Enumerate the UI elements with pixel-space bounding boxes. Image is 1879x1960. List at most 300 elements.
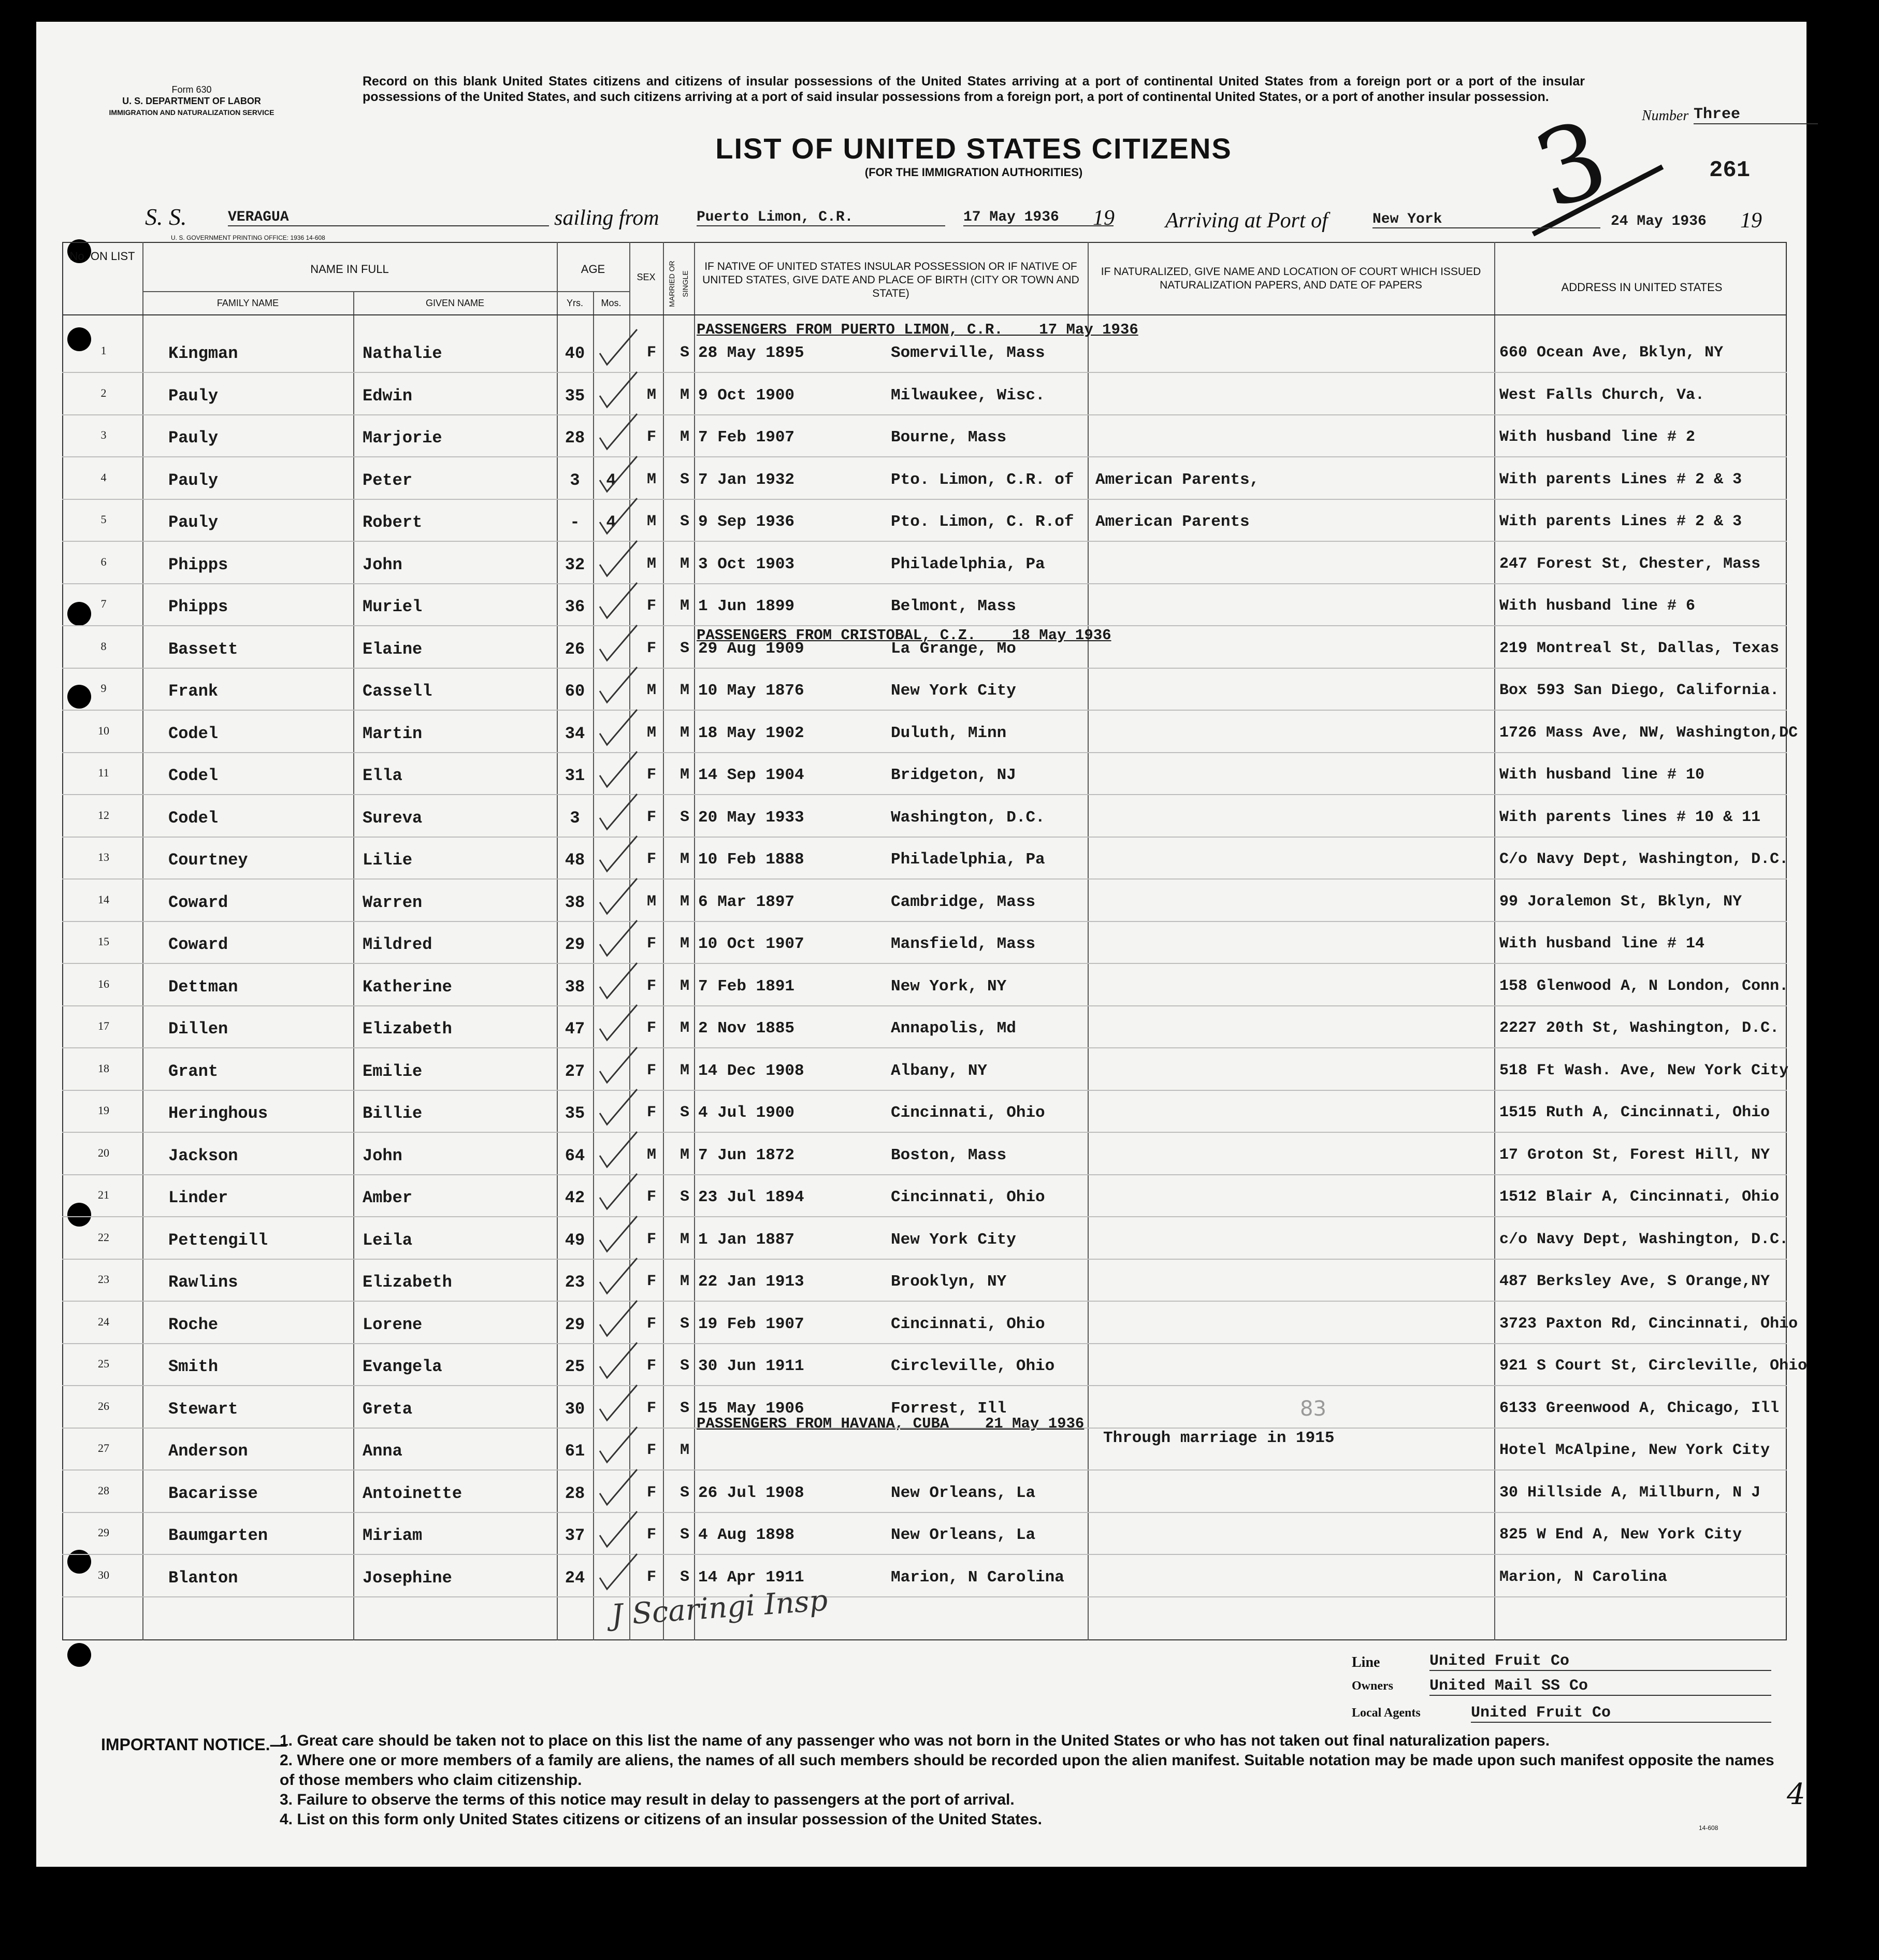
row-rule (62, 1216, 1787, 1217)
ship-name: VERAGUA (228, 209, 549, 226)
table-row (36, 924, 1806, 965)
header-yrs: Yrs. (566, 298, 583, 308)
age-years: 47 (565, 1019, 585, 1039)
sex: F (646, 1526, 657, 1544)
page-number: 261 (1709, 157, 1751, 183)
birth-date: 4 Jul 1900 (698, 1104, 795, 1122)
naturalization: American Parents (1095, 513, 1250, 531)
header-naturalized: IF NATURALIZED, GIVE NAME AND LOCATION OF COURT WHICH ISSUED NATURALIZATION PAPERS, AND DATE OF PAPERS (1101, 266, 1481, 291)
sex: F (646, 1315, 657, 1333)
birth-date: 10 Oct 1907 (698, 935, 804, 953)
arrival-date: 24 May 1936 (1611, 213, 1707, 229)
row-number: 16 (98, 977, 109, 990)
address: 518 Ft Wash. Ave, New York City (1499, 1061, 1789, 1079)
birth-place: Somerville, Mass (891, 344, 1045, 362)
sex: F (646, 1442, 657, 1459)
check-mark (596, 539, 642, 585)
age-years: 48 (565, 851, 585, 870)
service: IMMIGRATION AND NATURALIZATION SERVICE (109, 108, 274, 117)
row-number: 3 (100, 428, 107, 441)
table-row (36, 966, 1806, 1007)
birth-date: 9 Sep 1936 (698, 513, 795, 531)
given-name: Sureva (363, 808, 423, 828)
row-rule (62, 1090, 1787, 1091)
birth-place: Circleville, Ohio (891, 1357, 1055, 1375)
row-rule (62, 963, 1787, 964)
row-number: 18 (98, 1061, 109, 1075)
given-name: Amber (363, 1188, 413, 1207)
family-name: Pettengill (168, 1230, 268, 1250)
check-mark (596, 1045, 642, 1092)
birth-date: 1 Jan 1887 (698, 1230, 795, 1249)
family-name: Dettman (168, 977, 238, 997)
age-years: 34 (565, 724, 585, 743)
sex: F (646, 851, 657, 868)
table-row (36, 501, 1806, 543)
birth-place: Duluth, Minn (891, 724, 1007, 742)
table-row (36, 1177, 1806, 1218)
row-number: 14 (98, 892, 109, 906)
address: 99 Joralemon St, Bklyn, NY (1499, 892, 1742, 911)
birth-date: 10 May 1876 (698, 682, 804, 700)
check-mark (596, 581, 642, 627)
row-rule (62, 583, 1787, 584)
sex: F (646, 597, 657, 615)
given-name: John (363, 555, 402, 574)
family-name: Frank (168, 682, 219, 701)
birth-date: 2 Nov 1885 (698, 1019, 795, 1037)
handwritten-mark: 3 (1521, 97, 1622, 233)
address: 30 Hillside A, Millburn, N J (1499, 1483, 1761, 1502)
age-years: 23 (565, 1273, 585, 1292)
row-rule (62, 499, 1787, 500)
sex: M (646, 470, 657, 488)
table-row (36, 755, 1806, 796)
family-name: Baumgarten (168, 1526, 268, 1545)
birth-date: 14 Apr 1911 (698, 1568, 804, 1587)
table-row (36, 1515, 1806, 1556)
marital-status: M (680, 1230, 690, 1248)
row-number: 27 (98, 1442, 109, 1454)
check-mark (596, 1172, 642, 1218)
row-number: 15 (98, 935, 109, 948)
birth-date: 7 Feb 1907 (698, 428, 795, 446)
table-row (36, 839, 1806, 881)
sex: F (646, 1019, 657, 1037)
birth-date: 18 May 1902 (698, 724, 804, 742)
row-rule (62, 1596, 1787, 1597)
row-rule (62, 1132, 1787, 1133)
table-row (36, 1092, 1806, 1134)
check-mark (596, 750, 642, 796)
marital-status: M (680, 555, 690, 573)
birth-date: 6 Mar 1897 (698, 892, 795, 911)
table-row (36, 1304, 1806, 1345)
birth-place: New York City (891, 1230, 1016, 1249)
address: 487 Berksley Ave, S Orange,NY (1499, 1273, 1770, 1290)
row-rule (62, 414, 1787, 415)
address: 247 Forest St, Chester, Mass (1499, 555, 1761, 573)
birth-date: 19 Feb 1907 (698, 1315, 804, 1333)
family-name: Jackson (168, 1146, 238, 1165)
marital-status: M (680, 1061, 690, 1079)
given-name: Mildred (363, 935, 432, 954)
age-years: 35 (565, 386, 585, 406)
row-number: 5 (100, 513, 107, 526)
agency-block (98, 84, 285, 118)
list-number: Three (1694, 106, 1818, 124)
marital-status: S (680, 1568, 690, 1586)
family-name: Courtney (168, 851, 248, 870)
address: c/o Navy Dept, Washington, D.C. (1499, 1230, 1789, 1248)
birth-date: 4 Aug 1898 (698, 1526, 795, 1544)
row-rule (62, 1005, 1787, 1006)
address: With husband line # 10 (1499, 766, 1705, 784)
check-mark (596, 623, 642, 670)
arriving-label: Arriving at Port of (1165, 209, 1328, 233)
agents-value: United Fruit Co (1471, 1704, 1771, 1723)
check-mark (596, 876, 642, 923)
given-name: Elizabeth (363, 1273, 452, 1292)
table-row (36, 459, 1806, 501)
given-name: Lilie (363, 851, 413, 870)
header-family-name: FAMILY NAME (216, 298, 279, 308)
given-name: Miriam (363, 1526, 423, 1545)
marital-status: M (680, 386, 690, 404)
birth-place: New Orleans, La (891, 1526, 1036, 1544)
birth-date: 28 May 1895 (698, 344, 804, 362)
age-years: - (570, 513, 580, 532)
instructions: Record on this blank United States citizens and citizens of insular possessions of the United States arriving at a port of continental United States from a foreign port or a port of the insular possessions of the United States, and such citizens arriving at a port of said insular possessions from a foreign port, a port of continental United States, or a port of another insular possession. (363, 74, 1585, 104)
sex: F (646, 808, 657, 826)
birth-date: 9 Oct 1900 (698, 386, 795, 405)
family-name: Stewart (168, 1399, 238, 1419)
naturalization: American Parents, (1095, 470, 1260, 489)
printing-office: U. S. GOVERNMENT PRINTING OFFICE: 1936 14-608 (171, 234, 325, 241)
given-name: Greta (363, 1399, 413, 1419)
corner-number: 4 (1787, 1778, 1805, 1811)
row-number: 9 (100, 682, 107, 695)
given-name: Billie (363, 1104, 423, 1123)
row-number: 22 (98, 1230, 109, 1244)
row-rule (62, 837, 1787, 838)
age-years: 29 (565, 1315, 585, 1334)
row-number: 6 (100, 555, 107, 568)
family-name: Pauly (168, 470, 219, 490)
address: With parents Lines # 2 & 3 (1499, 513, 1742, 530)
table-row (36, 1346, 1806, 1387)
line-label: Line (1352, 1654, 1380, 1670)
birth-place: Annapolis, Md (891, 1019, 1016, 1037)
check-mark (596, 1341, 642, 1387)
given-name: Peter (363, 470, 413, 490)
address: 1512 Blair A, Cincinnati, Ohio (1499, 1188, 1780, 1206)
age-months: 4 (606, 513, 616, 532)
row-number: 24 (98, 1315, 109, 1328)
check-mark (596, 327, 642, 374)
check-mark (596, 834, 642, 881)
row-number: 7 (100, 597, 107, 610)
given-name: Muriel (363, 597, 423, 616)
sex: F (646, 344, 657, 362)
table-row (36, 1473, 1806, 1514)
birth-date: 14 Sep 1904 (698, 766, 804, 784)
notice-item: 1. Great care should be taken not to place on this list the name of any passenger who was not born in the United States or who has not taken out final naturalization papers. (280, 1732, 1550, 1749)
table-row (36, 417, 1806, 458)
family-name: Heringhous (168, 1104, 268, 1123)
birth-place: Brooklyn, NY (891, 1273, 1007, 1291)
birth-place: Cambridge, Mass (891, 892, 1036, 911)
given-name: Edwin (363, 386, 413, 406)
age-years: 24 (565, 1568, 585, 1588)
row-number: 10 (98, 724, 109, 737)
header-no: No. ON LIST (69, 250, 135, 263)
check-mark (596, 1383, 642, 1430)
row-rule (62, 710, 1787, 711)
sex: F (646, 428, 657, 446)
marital-status: S (680, 1315, 690, 1333)
age-years: 40 (565, 344, 585, 363)
row-number: 29 (98, 1526, 109, 1539)
family-name: Codel (168, 724, 219, 743)
given-name: Elizabeth (363, 1019, 452, 1039)
inspector-signature: J Scaringi Insp (610, 1583, 829, 1633)
birth-date: 30 Jun 1911 (698, 1357, 804, 1375)
table-row (36, 1388, 1806, 1430)
check-mark (596, 665, 642, 712)
sex: F (646, 1061, 657, 1079)
family-name: Anderson (168, 1442, 248, 1461)
marital-status: S (680, 1104, 690, 1121)
marital-status: S (680, 808, 690, 826)
sex: M (646, 555, 657, 573)
marital-status: S (680, 639, 690, 657)
row-number: 23 (98, 1273, 109, 1286)
year-prefix: 19 (1093, 206, 1115, 230)
address: 2227 20th St, Washington, D.C. (1499, 1019, 1780, 1037)
given-name: Cassell (363, 682, 432, 701)
row-number: 17 (98, 1019, 109, 1032)
row-rule (62, 1259, 1787, 1260)
age-years: 25 (565, 1357, 585, 1376)
birth-place: Cincinnati, Ohio (891, 1188, 1045, 1206)
table-row (36, 1135, 1806, 1176)
age-years: 49 (565, 1230, 585, 1250)
table-row (36, 882, 1806, 923)
given-name: John (363, 1146, 402, 1165)
birth-date: 7 Feb 1891 (698, 977, 795, 996)
table-row (36, 797, 1806, 839)
family-name: Pauly (168, 386, 219, 406)
family-name: Blanton (168, 1568, 238, 1588)
sex: F (646, 1568, 657, 1586)
birth-place: New York City (891, 682, 1016, 700)
naturalization: Through marriage in 1915 (1103, 1429, 1335, 1447)
given-name: Antoinette (363, 1483, 462, 1503)
age-years: 38 (565, 977, 585, 997)
given-name: Warren (363, 892, 423, 912)
age-years: 38 (565, 892, 585, 912)
check-mark (596, 370, 642, 416)
sex: F (646, 766, 657, 784)
birth-date: 7 Jan 1932 (698, 470, 795, 489)
row-rule (62, 1554, 1787, 1555)
address: 1515 Ruth A, Cincinnati, Ohio (1499, 1104, 1770, 1121)
birth-place: Albany, NY (891, 1061, 988, 1080)
table-row (36, 1261, 1806, 1303)
marital-status: S (680, 1526, 690, 1544)
table-row (36, 1008, 1806, 1049)
sex: F (646, 1104, 657, 1121)
row-rule (62, 1301, 1787, 1302)
row-rule (62, 1385, 1787, 1386)
row-number: 21 (98, 1188, 109, 1201)
given-name: Anna (363, 1442, 402, 1461)
sex: F (646, 1483, 657, 1502)
check-mark (596, 1467, 642, 1514)
page-subtitle: (FOR THE IMMIGRATION AUTHORITIES) (864, 166, 1083, 179)
header-rule (142, 291, 629, 292)
given-name: Ella (363, 766, 402, 785)
birth-place: New York, NY (891, 977, 1007, 996)
header-address: ADDRESS IN UNITED STATES (1561, 281, 1723, 294)
check-mark (596, 412, 642, 458)
header-birth: IF NATIVE OF UNITED STATES INSULAR POSSESSION OR IF NATIVE OF UNITED STATES, GIVE DATE AND PLACE OF BIRTH (CITY OR TOWN AND STATE) (702, 261, 1079, 299)
address: 660 Ocean Ave, Bklyn, NY (1499, 344, 1724, 362)
birth-place: Bourne, Mass (891, 428, 1007, 446)
marital-status: S (680, 1357, 690, 1375)
marital-status: M (680, 428, 690, 446)
table-row (36, 1050, 1806, 1092)
address: 219 Montreal St, Dallas, Texas (1499, 639, 1780, 657)
address: 3723 Paxton Rd, Cincinnati, Ohio (1499, 1315, 1798, 1333)
row-rule (62, 1047, 1787, 1048)
family-name: Linder (168, 1188, 228, 1207)
owners-value: United Mail SS Co (1429, 1677, 1771, 1696)
punch-hole (67, 1643, 91, 1667)
sailing-date: 17 May 1936 (963, 209, 1114, 226)
section-header: PASSENGERS FROM CRISTOBAL, C.Z. 18 May 1936 (697, 627, 1111, 644)
family-name: Pauly (168, 428, 219, 448)
department: U. S. DEPARTMENT OF LABOR (122, 96, 261, 106)
birth-place: New Orleans, La (891, 1483, 1036, 1502)
family-name: Pauly (168, 513, 219, 532)
given-name: Lorene (363, 1315, 423, 1334)
address: Marion, N Carolina (1499, 1568, 1668, 1586)
given-name: Katherine (363, 977, 452, 997)
check-mark (596, 708, 642, 754)
check-mark (596, 792, 642, 839)
notice-title: IMPORTANT NOTICE.— (101, 1735, 287, 1754)
age-years: 28 (565, 428, 585, 448)
table-row (36, 1430, 1806, 1472)
notice-item: 4. List on this form only United States citizens or citizens of an insular possession of the United States. (280, 1811, 1042, 1828)
notice-item: 2. Where one or more members of a family are aliens, the names of all such members should be recorded upon the alien manifest. Suitable notation may be made upon such manifest opposite the names of those members who claim citizenship. (280, 1752, 1774, 1789)
family-name: Codel (168, 808, 219, 828)
row-number: 13 (98, 851, 109, 863)
marital-status: M (680, 851, 690, 868)
marital-status: M (680, 1273, 690, 1290)
header-mos: Mos. (601, 298, 621, 308)
marital-status: M (680, 1442, 690, 1459)
table-row (36, 333, 1806, 374)
marital-status: M (680, 892, 690, 911)
given-name: Martin (363, 724, 423, 743)
form-number: Form 630 (171, 84, 212, 95)
row-number: 19 (98, 1104, 109, 1117)
marital-status: M (680, 977, 690, 995)
given-name: Josephine (363, 1568, 452, 1588)
header-sex: SEX (637, 272, 656, 282)
row-number: 11 (98, 766, 109, 779)
row-rule (62, 794, 1787, 795)
check-mark (596, 918, 642, 965)
header-given-name: GIVEN NAME (425, 298, 485, 308)
row-rule (62, 668, 1787, 669)
marital-status: S (680, 344, 690, 362)
family-name: Kingman (168, 344, 238, 363)
table-row (36, 375, 1806, 416)
agents-label: Local Agents (1352, 1706, 1421, 1720)
address: 825 W End A, New York City (1499, 1526, 1742, 1544)
given-name: Leila (363, 1230, 413, 1250)
check-mark (596, 1214, 642, 1261)
table-row (36, 1219, 1806, 1261)
row-rule (62, 541, 1787, 542)
family-name: Rawlins (168, 1273, 238, 1292)
pencil-note: 83 (1300, 1397, 1326, 1421)
manifest-sheet (36, 22, 1806, 1867)
sex: M (646, 1146, 657, 1164)
birth-date: 10 Feb 1888 (698, 851, 804, 869)
birth-place: Milwaukee, Wisc. (891, 386, 1045, 405)
sex: M (646, 513, 657, 530)
check-mark (596, 1087, 642, 1134)
marital-status: S (680, 1483, 690, 1502)
address: With husband line # 14 (1499, 935, 1705, 953)
address: C/o Navy Dept, Washington, D.C. (1499, 851, 1789, 868)
sex: M (646, 892, 657, 911)
row-rule (62, 921, 1787, 922)
row-number: 30 (98, 1568, 109, 1581)
family-name: Grant (168, 1061, 219, 1081)
age-years: 3 (570, 808, 580, 828)
given-name: Evangela (363, 1357, 442, 1376)
family-name: Dillen (168, 1019, 228, 1039)
birth-place: Belmont, Mass (891, 597, 1016, 615)
marital-status: S (680, 513, 690, 530)
arrival-port: New York (1372, 211, 1600, 228)
address: Box 593 San Diego, California. (1499, 682, 1780, 699)
age-years: 64 (565, 1146, 585, 1165)
row-number: 28 (98, 1483, 109, 1497)
age-years: 32 (565, 555, 585, 574)
birth-place: Washington, D.C. (891, 808, 1045, 827)
sailing-label: sailing from (554, 206, 659, 230)
birth-place: Cincinnati, Ohio (891, 1104, 1045, 1122)
birth-place: Cincinnati, Ohio (891, 1315, 1045, 1333)
row-rule (62, 372, 1787, 373)
family-name: Roche (168, 1315, 219, 1334)
birth-date: 20 May 1933 (698, 808, 804, 827)
birth-date: 3 Oct 1903 (698, 555, 795, 573)
address: 1726 Mass Ave, NW, Washington,DC (1499, 724, 1798, 742)
birth-place: Philadelphia, Pa (891, 851, 1045, 869)
birth-date: 29 Aug 1909 (698, 639, 804, 658)
birth-date: 14 Dec 1908 (698, 1061, 804, 1080)
table-row (36, 544, 1806, 585)
age-years: 60 (565, 682, 585, 701)
